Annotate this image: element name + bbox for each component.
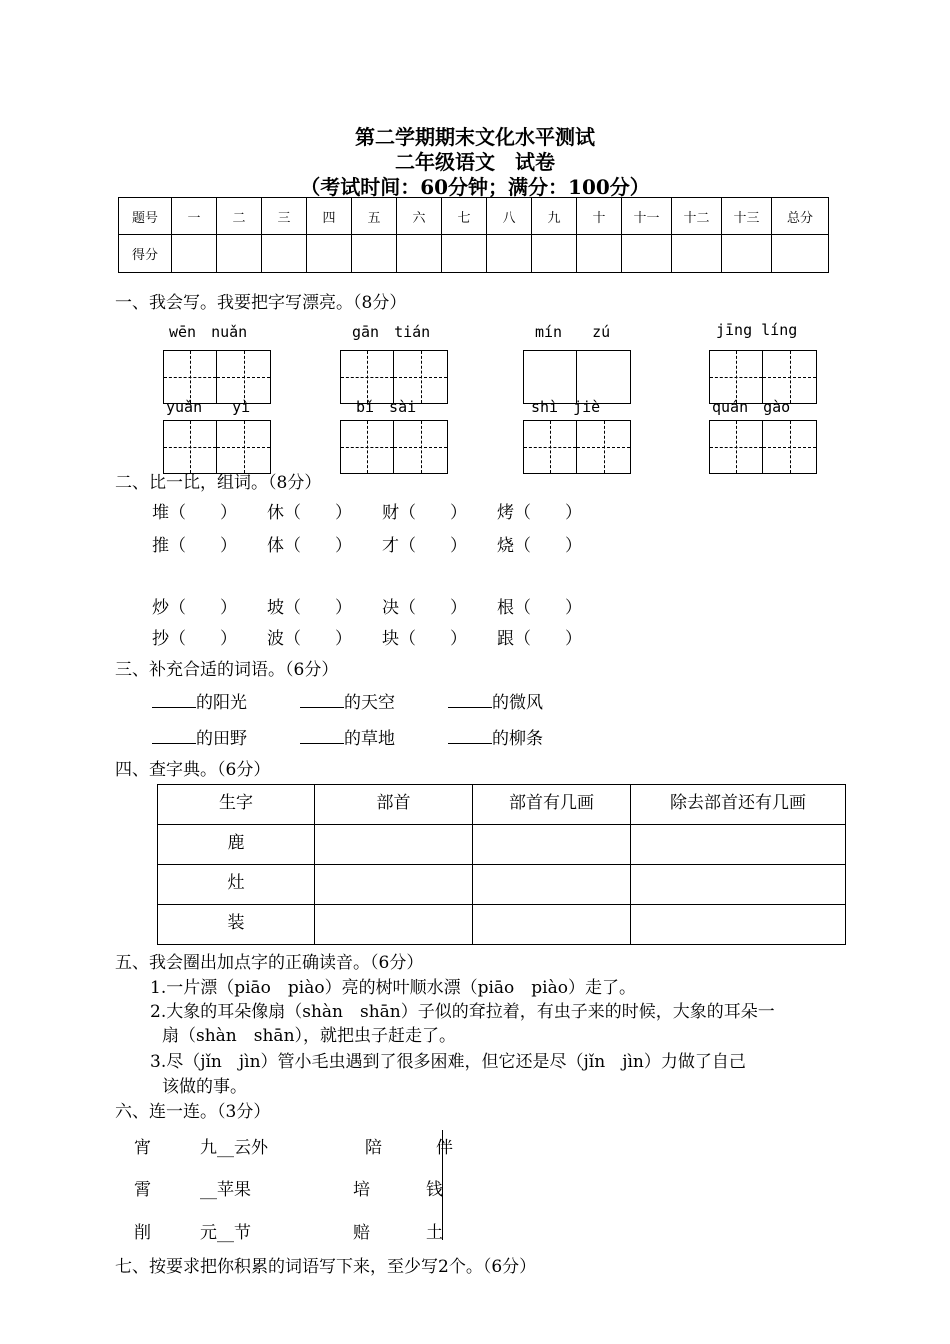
- blank-line[interactable]: [448, 729, 492, 744]
- fill-blank-text: 的天空: [344, 693, 395, 713]
- writing-grid[interactable]: [340, 420, 448, 474]
- word-pair-item: 波（ ）: [267, 629, 352, 649]
- dict-char: 鹿: [158, 825, 315, 865]
- match-char[interactable]: 宵: [134, 1138, 151, 1158]
- score-header-cell: 总分: [772, 198, 829, 235]
- score-header-cell: 五: [352, 198, 397, 235]
- section7-heading: 七、按要求把你积累的词语写下来，至少写2个。（6分）: [115, 1257, 537, 1277]
- score-header-cell: 一: [172, 198, 217, 235]
- score-header-cell: 十二: [672, 198, 722, 235]
- score-cell[interactable]: [487, 235, 532, 273]
- score-header-cell: 七: [442, 198, 487, 235]
- dictionary-table: [157, 784, 846, 945]
- score-cell[interactable]: [442, 235, 487, 273]
- match-word[interactable]: 土: [426, 1223, 443, 1243]
- section2-heading: 二、比一比，组词。（8分）: [115, 473, 322, 493]
- question-line: 1.一片漂（piāo piào）亮的树叶顺水漂（piāo piào）走了。: [150, 978, 636, 998]
- score-cell[interactable]: [352, 235, 397, 273]
- section4-heading: 四、查字典。（6分）: [115, 760, 271, 780]
- score-row-label: 得分: [119, 235, 172, 273]
- divider-line: [442, 1130, 443, 1240]
- pinyin-label: wēn nuǎn: [169, 323, 248, 341]
- fill-blank-item[interactable]: [300, 724, 395, 749]
- section3-heading: 三、补充合适的词语。（6分）: [115, 660, 339, 680]
- dict-header: 除去部首还有几画: [631, 785, 846, 825]
- fill-blank-item[interactable]: [152, 724, 247, 749]
- score-header-cell: 题号: [119, 198, 172, 235]
- word-pair-item: 坡（ ）: [267, 598, 352, 618]
- dict-answer-cell[interactable]: [473, 905, 631, 945]
- word-pair-item: 堆（ ）: [152, 503, 237, 523]
- fill-blank-item[interactable]: [448, 688, 543, 713]
- score-cell[interactable]: [172, 235, 217, 273]
- dict-answer-cell[interactable]: [631, 865, 846, 905]
- dict-answer-cell[interactable]: [315, 865, 473, 905]
- blank-line[interactable]: [152, 693, 196, 708]
- match-char[interactable]: 霄: [134, 1180, 151, 1200]
- dict-answer-cell[interactable]: [631, 825, 846, 865]
- dict-answer-cell[interactable]: [315, 825, 473, 865]
- match-char[interactable]: 赔: [353, 1223, 370, 1243]
- fill-blank-text: 的微风: [492, 693, 543, 713]
- dict-header: 部首有几画: [473, 785, 631, 825]
- dict-answer-cell[interactable]: [315, 905, 473, 945]
- dict-char: 装: [158, 905, 315, 945]
- match-phrase[interactable]: 元__节: [200, 1223, 251, 1243]
- match-char[interactable]: 培: [353, 1180, 370, 1200]
- match-word[interactable]: 钱: [426, 1180, 443, 1200]
- fill-blank-item[interactable]: [448, 724, 543, 749]
- blank-line[interactable]: [300, 693, 344, 708]
- score-header-cell: 八: [487, 198, 532, 235]
- fill-blank-text: 的阳光: [196, 693, 247, 713]
- match-char[interactable]: 陪: [365, 1138, 382, 1158]
- score-header-cell: 二: [217, 198, 262, 235]
- word-pair-item: 抄（ ）: [152, 629, 237, 649]
- score-cell[interactable]: [307, 235, 352, 273]
- section1-heading: 一、我会写。我要把字写漂亮。（8分）: [115, 293, 407, 313]
- score-cell[interactable]: [722, 235, 772, 273]
- word-pair-item: 炒（ ）: [152, 598, 237, 618]
- match-char[interactable]: 削: [134, 1223, 151, 1243]
- score-cell[interactable]: [397, 235, 442, 273]
- word-pair-item: 体（ ）: [267, 536, 352, 556]
- exam-title: 第二学期期末文化水平测试: [355, 125, 595, 149]
- word-pair-item: 决（ ）: [382, 598, 467, 618]
- fill-blank-text: 的柳条: [492, 729, 543, 749]
- word-pair-item: 才（ ）: [382, 536, 467, 556]
- pinyin-label: jīng líng: [716, 321, 798, 339]
- question-line: 3.尽（jǐn jìn）管小毛虫遇到了很多困难，但它还是尽（jǐn jìn）力做了自己: [150, 1052, 746, 1072]
- fill-blank-text: 的田野: [196, 729, 247, 749]
- writing-grid[interactable]: [163, 420, 271, 474]
- score-cell[interactable]: [672, 235, 722, 273]
- writing-grid[interactable]: [709, 420, 817, 474]
- pinyin-label: quán gào: [712, 398, 791, 416]
- dict-answer-cell[interactable]: [631, 905, 846, 945]
- word-pair-item: 休（ ）: [267, 503, 352, 523]
- score-cell[interactable]: [772, 235, 829, 273]
- section6-heading: 六、连一连。（3分）: [115, 1102, 271, 1122]
- blank-line[interactable]: [448, 693, 492, 708]
- pinyin-label: bǐ sài: [356, 398, 417, 416]
- word-pair-item: 烧（ ）: [497, 536, 582, 556]
- fill-blank-text: 的草地: [344, 729, 395, 749]
- score-header-cell: 十三: [722, 198, 772, 235]
- word-pair-item: 烤（ ）: [497, 503, 582, 523]
- pinyin-label: shì jiè: [531, 398, 601, 416]
- blank-line[interactable]: [152, 729, 196, 744]
- blank-line[interactable]: [300, 729, 344, 744]
- word-pair-item: 推（ ）: [152, 536, 237, 556]
- score-cell[interactable]: [217, 235, 262, 273]
- writing-grid[interactable]: [523, 420, 631, 474]
- score-header-cell: 三: [262, 198, 307, 235]
- match-word[interactable]: 伴: [436, 1138, 453, 1158]
- score-cell[interactable]: [532, 235, 577, 273]
- score-header-cell: 十一: [622, 198, 672, 235]
- question-line: 该做的事。: [162, 1077, 247, 1097]
- pinyin-label: yuǎn yì: [166, 398, 251, 416]
- fill-blank-item[interactable]: [152, 688, 247, 713]
- dict-header: 生字: [158, 785, 315, 825]
- dict-header: 部首: [315, 785, 473, 825]
- word-pair-item: 根（ ）: [497, 598, 582, 618]
- exam-info: （考试时间：60分钟；满分：100分）: [300, 175, 650, 199]
- question-line: 2.大象的耳朵像扇（shàn shān）子似的耷拉着，有虫子来的时候，大象的耳朵一: [150, 1002, 775, 1022]
- pinyin-label: mín zú: [535, 323, 611, 341]
- dict-answer-cell[interactable]: [473, 825, 631, 865]
- score-cell[interactable]: [622, 235, 672, 273]
- match-phrase[interactable]: 九__云外: [200, 1138, 268, 1158]
- exam-subtitle: 二年级语文 试卷: [395, 150, 555, 174]
- match-phrase[interactable]: __苹果: [200, 1180, 251, 1200]
- score-cell[interactable]: [262, 235, 307, 273]
- word-pair-item: 财（ ）: [382, 503, 467, 523]
- dict-answer-cell[interactable]: [473, 865, 631, 905]
- question-line: 扇（shàn shān），就把虫子赶走了。: [162, 1026, 457, 1046]
- score-header-cell: 六: [397, 198, 442, 235]
- dict-char: 灶: [158, 865, 315, 905]
- section5-heading: 五、我会圈出加点字的正确读音。（6分）: [115, 953, 424, 973]
- fill-blank-item[interactable]: [300, 688, 395, 713]
- word-pair-item: 块（ ）: [382, 629, 467, 649]
- score-cell[interactable]: [577, 235, 622, 273]
- score-header-cell: 十: [577, 198, 622, 235]
- pinyin-label: gān tián: [352, 323, 431, 341]
- word-pair-item: 跟（ ）: [497, 629, 582, 649]
- score-table: [118, 197, 829, 273]
- score-header-cell: 四: [307, 198, 352, 235]
- score-header-cell: 九: [532, 198, 577, 235]
